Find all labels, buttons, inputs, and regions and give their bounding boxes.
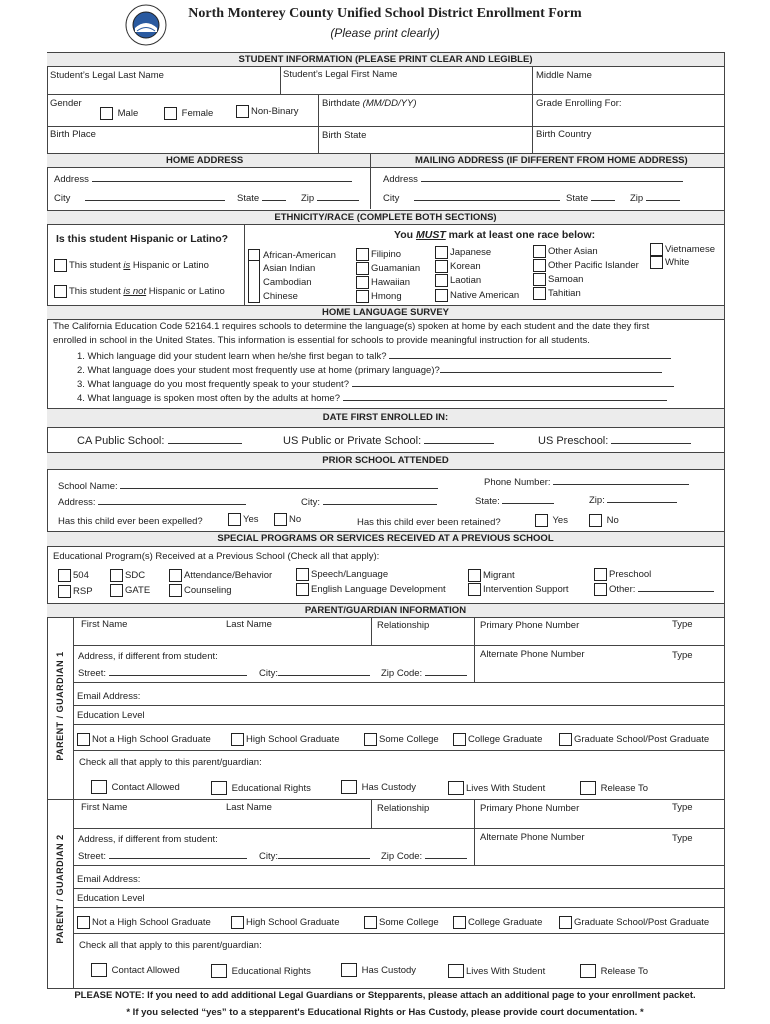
program-counseling[interactable]: Counseling [169, 583, 232, 598]
last-name-label: Student’s Legal Last Name [50, 70, 164, 81]
home-state-field[interactable]: State [237, 191, 286, 204]
program-gate[interactable]: GATE [110, 583, 150, 598]
program-sdc[interactable]: SDC [110, 568, 145, 583]
race-japanese[interactable]: Japanese [435, 245, 491, 260]
must-mark-instruction: You MUST mark at least one race below: [394, 229, 596, 241]
language-q3[interactable]: 3. What language do you most frequently speak to your student? [77, 377, 674, 390]
program-rsp[interactable]: RSP [58, 584, 93, 599]
prior-state-field[interactable]: State: [475, 494, 554, 507]
hispanic-no-checkbox[interactable]: This student is not Hispanic or Latino [54, 284, 225, 299]
language-q1[interactable]: 1. Which language did your student learn when he/she first began to talk? [77, 349, 671, 362]
guardian-2-street[interactable]: Street: [78, 849, 247, 862]
mail-zip-field[interactable]: Zip [630, 191, 680, 204]
guardian-2-some-college[interactable]: Some College [364, 915, 439, 930]
race-laotian[interactable]: Laotian [435, 273, 481, 288]
guardian-2-phone-type[interactable]: Type [672, 802, 693, 813]
guardian-1-release-to[interactable]: Release To [580, 781, 648, 796]
language-intro-2: enrolled in school in the United States. This information is essential for schools to provide meaningful instruction for all students. [53, 335, 590, 346]
birth-country-label: Birth Country [536, 129, 592, 140]
guardian-1-address-label: Address, if different from student: [78, 651, 218, 662]
guardian-1-lives-with-student[interactable]: Lives With Student [448, 781, 545, 796]
program-intervention[interactable]: Intervention Support [468, 582, 569, 597]
race-asian-indian[interactable]: Asian Indian [263, 263, 316, 274]
race-col1-checkbox[interactable] [248, 249, 260, 261]
guardian-1-check-all: Check all that apply to this parent/guardian: [79, 757, 262, 768]
prior-school-name-field[interactable]: School Name: [58, 479, 438, 492]
guardian-1-city[interactable]: City: [259, 666, 370, 679]
female-checkbox[interactable]: Female [164, 106, 213, 121]
race-tahitian[interactable]: Tahitian [533, 286, 581, 301]
form-subtitle: (Please print clearly) [330, 26, 440, 40]
home-address-field[interactable]: Address [54, 172, 352, 185]
race-white[interactable]: White [650, 255, 689, 270]
programs-intro: Educational Program(s) Received at a Previous School (Check all that apply): [53, 551, 380, 562]
race-samoan[interactable]: Samoan [533, 272, 583, 287]
footer-note-2: * If you selected “yes” to a stepparent's Educational Rights or Has Custody, please provide court documentation. * [126, 1007, 644, 1018]
guardian-1-education-label: Education Level [77, 710, 145, 721]
birth-place-label: Birth Place [50, 129, 96, 140]
enrolled-heading: DATE FIRST ENROLLED IN: [47, 408, 724, 428]
birth-state-label: Birth State [322, 130, 367, 141]
guardian-2-college[interactable]: College Graduate [453, 915, 542, 930]
guardian-2-contact-allowed[interactable]: Contact Allowed [91, 963, 180, 978]
guardian-1-alt-type[interactable]: Type [672, 650, 693, 661]
guardian-2-education-label: Education Level [77, 893, 145, 904]
gender-label: Gender [50, 98, 82, 109]
prior-phone-field[interactable]: Phone Number: [484, 475, 689, 488]
language-q4[interactable]: 4. What language is spoken most often by the adults at home? [77, 391, 667, 404]
race-hmong[interactable]: Hmong [356, 289, 402, 304]
expelled-yes-checkbox[interactable]: Yes [228, 512, 259, 527]
language-heading: HOME LANGUAGE SURVEY [47, 305, 724, 320]
middle-name-label: Middle Name [536, 70, 592, 81]
guardian-2-last-name[interactable]: Last Name [226, 802, 272, 813]
race-african-american[interactable]: African-American [263, 250, 336, 261]
student-info-heading: STUDENT INFORMATION (PLEASE PRINT CLEAR AND LEGIBLE) [47, 52, 724, 67]
non-binary-checkbox[interactable]: Non-Binary [236, 104, 299, 119]
race-chinese[interactable]: Chinese [263, 291, 298, 302]
expelled-question: Has this child ever been expelled? [58, 516, 203, 527]
guardian-2-alt-phone[interactable]: Alternate Phone Number [480, 832, 585, 843]
guardian-2-lives-with-student[interactable]: Lives With Student [448, 964, 545, 979]
guardian-1-college[interactable]: College Graduate [453, 732, 542, 747]
guardian-2-educational-rights[interactable]: Educational Rights [211, 964, 311, 979]
race-korean[interactable]: Korean [435, 259, 481, 274]
race-filipino[interactable]: Filipino [356, 247, 401, 262]
language-q2[interactable]: 2. What language does your student most frequently use at home (primary language)? [77, 363, 662, 376]
guardian-2-not-hs[interactable]: Not a High School Graduate [77, 915, 211, 930]
mailing-address-title: MAILING ADDRESS (IF DIFFERENT FROM HOME ADDRESS) [415, 155, 688, 166]
prior-school-heading: PRIOR SCHOOL ATTENDED [47, 452, 724, 470]
guardian-2-grad[interactable]: Graduate School/Post Graduate [559, 915, 709, 930]
footer-note-1: PLEASE NOTE: If you need to add additional Legal Guardians or Stepparents, please attach an additional page to your enrollment packet. [74, 990, 696, 1001]
birthdate-label: Birthdate (MM/DD/YY) [322, 98, 417, 109]
guardian-1-email[interactable]: Email Address: [77, 691, 141, 702]
race-hawaiian[interactable]: Hawaiian [356, 275, 410, 290]
us-school-field[interactable]: US Public or Private School: [283, 434, 494, 447]
form-title: North Monterey County Unified School District Enrollment Form [188, 6, 582, 21]
guardian-1-first-name[interactable]: First Name [81, 619, 128, 630]
guardian-1-educational-rights[interactable]: Educational Rights [211, 781, 311, 796]
guardian-2-zip[interactable]: Zip Code: [381, 849, 467, 862]
race-vietnamese[interactable]: Vietnamese [650, 242, 715, 257]
guardian-1-some-college[interactable]: Some College [364, 732, 439, 747]
hispanic-question: Is this student Hispanic or Latino? [56, 233, 229, 245]
hispanic-yes-checkbox[interactable]: This student is Hispanic or Latino [54, 258, 209, 273]
program-attendance[interactable]: Attendance/Behavior [169, 568, 272, 583]
program-eld[interactable]: English Language Development [296, 582, 446, 597]
guardian-1-last-name[interactable]: Last Name [226, 619, 272, 630]
guardian-1-hs[interactable]: High School Graduate [231, 732, 339, 747]
guardian-1-phone-type[interactable]: Type [672, 619, 693, 630]
guardian-2-hs[interactable]: High School Graduate [231, 915, 339, 930]
guardian-2-email[interactable]: Email Address: [77, 874, 141, 885]
guardian-2-first-name[interactable]: First Name [81, 802, 128, 813]
program-preschool[interactable]: Preschool [594, 567, 651, 582]
guardian-2-side-label: PARENT / GUARDIAN 2 [55, 834, 65, 944]
race-other-pacific[interactable]: Other Pacific Islander [533, 258, 639, 273]
prior-address-field[interactable]: Address: [58, 495, 246, 508]
guardian-2-address-label: Address, if different from student: [78, 834, 218, 845]
guardian-1-primary-phone[interactable]: Primary Phone Number [480, 620, 580, 631]
race-other-asian[interactable]: Other Asian [533, 244, 598, 259]
retained-yes-checkbox[interactable]: Yes [535, 513, 568, 528]
guardian-2-has-custody[interactable]: Has Custody [341, 963, 416, 978]
ethnicity-heading: ETHNICITY/RACE (COMPLETE BOTH SECTIONS) [47, 210, 724, 225]
prior-city-field[interactable]: City: [301, 495, 437, 508]
guardian-1-street[interactable]: Street: [78, 666, 247, 679]
program-other[interactable]: Other: [594, 582, 714, 597]
race-cambodian[interactable]: Cambodian [263, 277, 312, 288]
retained-no-checkbox[interactable]: No [589, 513, 619, 528]
program-504[interactable]: 504 [58, 568, 89, 583]
guardian-1-contact-allowed[interactable]: Contact Allowed [91, 780, 180, 795]
prior-zip-field[interactable]: Zip: [589, 493, 677, 506]
ca-public-school-field[interactable]: CA Public School: [77, 434, 242, 447]
retained-question: Has this child ever been retained? [357, 517, 501, 528]
expelled-no-checkbox[interactable]: No [274, 512, 301, 527]
language-intro-1: The California Education Code 52164.1 requires schools to determine the language(s) spoken at home by each student and the date they first [53, 321, 650, 332]
race-guamanian[interactable]: Guamanian [356, 261, 420, 276]
first-name-label: Student’s Legal First Name [283, 69, 398, 80]
guardian-2-check-all: Check all that apply to this parent/guardian: [79, 940, 262, 951]
guardian-1-not-hs[interactable]: Not a High School Graduate [77, 732, 211, 747]
mail-state-field[interactable]: State [566, 191, 615, 204]
guardian-2-primary-phone[interactable]: Primary Phone Number [480, 803, 580, 814]
grade-label: Grade Enrolling For: [536, 98, 622, 109]
guardian-1-relationship[interactable]: Relationship [377, 620, 430, 631]
guardian-1-side-label: PARENT / GUARDIAN 1 [55, 651, 65, 761]
guardian-1-grad[interactable]: Graduate School/Post Graduate [559, 732, 709, 747]
program-migrant[interactable]: Migrant [468, 568, 515, 583]
guardian-heading: PARENT/GUARDIAN INFORMATION [47, 603, 724, 618]
guardian-2-relationship[interactable]: Relationship [377, 803, 430, 814]
home-city-field[interactable]: City [54, 191, 225, 204]
guardian-1-has-custody[interactable]: Has Custody [341, 780, 416, 795]
home-address-title: HOME ADDRESS [166, 155, 244, 166]
mail-city-field[interactable]: City [383, 191, 560, 204]
guardian-2-release-to[interactable]: Release To [580, 964, 648, 979]
guardian-2-alt-type[interactable]: Type [672, 833, 693, 844]
program-speech[interactable]: Speech/Language [296, 567, 388, 582]
male-checkbox[interactable]: Male [100, 106, 138, 121]
programs-heading: SPECIAL PROGRAMS OR SERVICES RECEIVED AT A PREVIOUS SCHOOL [47, 531, 724, 547]
guardian-1-zip[interactable]: Zip Code: [381, 666, 467, 679]
guardian-1-alt-phone[interactable]: Alternate Phone Number [480, 649, 585, 660]
race-native-american[interactable]: Native American [435, 288, 519, 303]
mail-address-field[interactable]: Address [383, 172, 683, 185]
us-preschool-field[interactable]: US Preschool: [538, 434, 691, 447]
guardian-2-city[interactable]: City: [259, 849, 370, 862]
home-zip-field[interactable]: Zip [301, 191, 359, 204]
